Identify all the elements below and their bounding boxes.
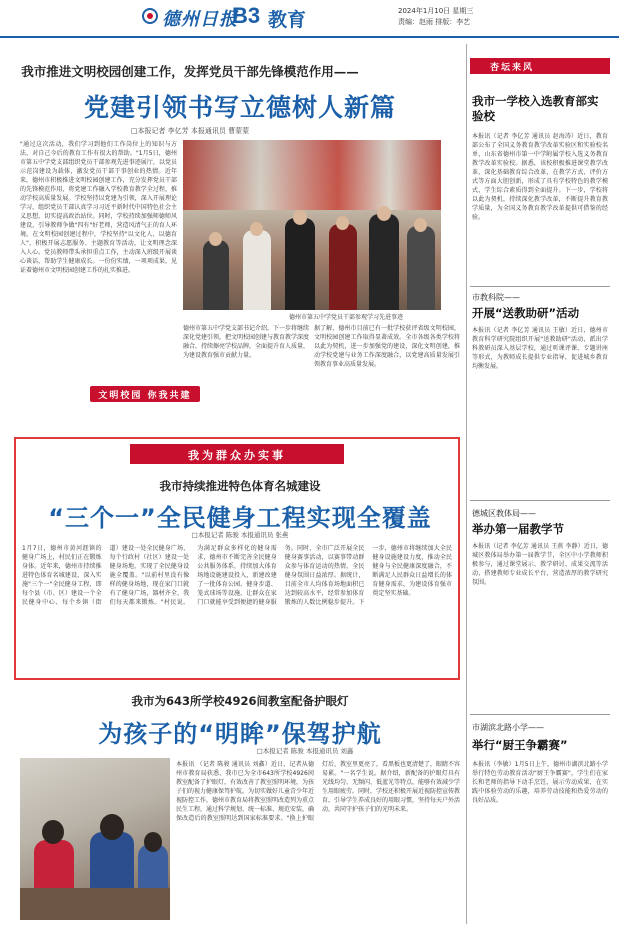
sidebar-tag — [470, 58, 610, 74]
sidebar-rule — [470, 714, 610, 715]
sidebar-body-4: 本报讯（李敏）1月5日上午，德州市湖滨北路小学举行特色劳动教育活动"厨王争霸赛"，学生们在家长和老师的指导下动手烹饪，展示劳动成果，在实践中体验劳动的乐趣，培养劳动技能和热爱劳动的良好品质。 — [472, 761, 608, 804]
sidebar-kicker-2: 市教科院—— — [472, 293, 520, 302]
sidebar-body-3: 本报讯（记者 李亿芳 通讯员 王燕 李静）近日，德城区教体局举办第一届教学节，全区中小学教师积极参与，通过课堂展示、教学研讨、成果交流等活动，搭建教师专业成长平台，营造浓厚的教学研究氛围。 — [472, 543, 608, 586]
third-kicker: 我市为643所学校4926间教室配备护眼灯 — [131, 694, 349, 708]
feature-byline: □本报记者 陈骏 本报通讯员 张燕 — [191, 531, 289, 539]
column-divider — [466, 44, 467, 924]
lead-body-column-2: 德州市第五中学党支部书记介绍，下一步将继续深化党建引领，把文明校园创建与教育教学深度融合，持续擦亮学校品牌，全面提升育人质量，为建设教育强市贡献力量。 — [183, 325, 309, 359]
sidebar-body-1: 本报讯（记者 李亿芳 通讯员 赵海涛）近日，教育部公布了全国义务教育教学改革实验区和实验校名单，山东省德州市第一中学附属学校入选义务教育教学改革实验校。据悉，该校积极推进课堂教学改革，深化基础教育综合改革，在教学方式、评价方式等方面大胆创新，形成了具有学校特色的教学模式，学生综合素质得到全面提升。下一步，学校将以此为契机，持续深化教学改革，不断提升教育教学质量，为全国义务教育教学改革提供可借鉴的经验。 — [472, 133, 608, 221]
classroom-photo — [20, 758, 170, 920]
sidebar-body-2: 本报讯（记者 李亿芳 通讯员 王敏）近日，德州市教育科学研究院组织开展"送教助研"活动，派出学科教研员深入基层学校，通过听课评课、专题讲座等形式，为教师成长提供专业指导，促进城乡教育均衡发展。 — [472, 327, 608, 370]
civil-campus-banner — [90, 386, 200, 402]
sidebar-headline-1: 我市一学校入选教育部实验校 — [472, 94, 599, 123]
third-body: 本报讯 （记者 陈骏 通讯员 刘鑫）近日，记者从德州市教育局获悉，我市已为全市643所学校4926间教室配备了护眼灯，有效改善了教室照明环境，为孩子们的视力健康保驾护航。为切实做好儿童青少年近视防控工作，德州市教育局将教室照明改造列为重点民生工程，通过科学规划、统一标准、规范安装，确保改造后的教室照明达到国家标准要求。"换上护眼灯后，教室里更亮了，看黑板也更清楚了，眼睛不容易累。"一名学生说。据介绍，新配备的护眼灯具有光线均匀、无频闪、低蓝光等特点，能够有效减少学生用眼疲劳。同时，学校还积极开展近视防控宣传教育，引导学生养成良好的用眼习惯，坚持每天户外活动，共同守护孩子们的光明未来。 — [176, 761, 460, 822]
feature-headline: “三个一”全民健身工程实现全覆盖 — [48, 504, 432, 532]
page-number: B3 — [232, 3, 261, 28]
sidebar-tag-text: 杏坛来风 — [490, 63, 535, 73]
third-headline: 为孩子的“明眸”保驾护航 — [98, 720, 382, 748]
section-title: 教育 — [268, 9, 307, 31]
feature-kicker: 我市持续推进特色体育名城建设 — [159, 479, 321, 493]
lead-byline: □本报记者 李亿芳 本报通讯员 曹蒙蒙 — [130, 127, 250, 135]
third-byline: □本报记者 陈骏 本报通讯员 刘鑫 — [256, 747, 354, 755]
feature-body: 1月7日，德州市黄河涯镇的健身广场上，村民们正在锻炼身体。近年来，德州市持续推进特色体育名城建设，深入实施"三个一"全民健身工程，即每个县（市、区）建设一个全民健身中心、每个乡镇（街道）建设一处全民健身广场、每个行政村（社区）建设一处健身场地，实现了全民健身设施全覆盖。"以前村里没有像样的健身场地，现在家门口就有了健身广场，器材齐全，我们每天都来锻炼。"村民说。为满足群众多样化的健身需求，德州市不断完善全民健身公共服务体系，持续加大体育场地设施建设投入，新建改建了一批体育公园、健身步道、笼式球场等设施，让群众在家门口就能享受到便捷的健身服务。同时，全市广泛开展全民健身赛事活动，以赛事带动群众参与体育运动的热情，全民健身氛围日益浓厚。据统计，目前全市人均体育场地面积已达到较高水平，经常参加体育锻炼的人数比例稳步提升。下一步，德州市将继续加大全民健身设施建设力度，推动全民健身与全民健康深度融合，不断满足人民群众日益增长的体育健身需求，为建设体育强市奠定坚实基础。 — [22, 545, 452, 606]
editor-credits: 责编：赵雨 排版：李艺 — [398, 18, 471, 26]
sidebar-headline-3: 举办第一届教学节 — [472, 522, 564, 536]
sidebar-kicker-3: 德城区教体局—— — [472, 509, 536, 518]
lead-body-column-1: "通过这次活动，我们学习到他们工作岗位上的知识与方法，对自己今后的教育工作有很大的帮助。"1月5日，德州市第五中学党支部组织党员干部参观先进事迹展厅，以党员示范岗建设为载体，激发党员干部干事创业的热情。近年来，德州市积极推进文明校园创建工作，充分发挥党员干部的先锋模范作用，将党建工作融入学校教育教学全过程，推动学校高质量发展。学校坚持以党建为引领，深入开展理论学习，组织党员干部认真学习习近平新时代中国特色社会主义思想，切实提高政治站位。同时，学校持续加强师德师风建设，引导教师争做"四有"好老师，营造风清气正的育人环境。在文明校园创建过程中，学校坚持"以文化人、以德育人"，积极开展志愿服务、主题教育等活动，让文明理念深入人心。党员教师带头承担重点工作，主动深入班级开展谈心谈话，帮助学生健康成长。一份份实绩，一项项成果，见证着德州市文明校园创建工作的扎实推进。 — [20, 141, 177, 274]
lead-photo-caption: 德州市第五中学党员干部参观学习先进事迹 — [288, 314, 403, 321]
feature-banner — [130, 444, 344, 464]
sidebar-rule — [470, 286, 610, 287]
feature-banner-text: 我为群众办实事 — [188, 449, 286, 462]
lead-body-column-3: 据了解，德州市目前已有一批学校获评省级文明校园，文明校园创建工作取得显著成效。全市各级各类学校将以此为契机，进一步加强党的建设，深化文明创建，推动学校党建与业务工作深度融合，以党建高质量发展引领教育事业高质量发展。 — [314, 325, 460, 368]
issue-date: 2024年1月10日 星期三 — [398, 7, 474, 15]
lead-kicker: 我市推进文明校园创建工作，发挥党员干部先锋模范作用—— — [21, 64, 359, 79]
newspaper-logo: 德州日报 — [162, 9, 238, 30]
sidebar-headline-2: 开展“送教助研”活动 — [472, 306, 580, 320]
lead-photo — [183, 140, 441, 310]
sidebar-headline-4: 举行“厨王争霸赛” — [472, 738, 568, 752]
lead-headline: 党建引领书写立德树人新篇 — [83, 93, 396, 122]
sidebar-kicker-4: 市湖滨北路小学—— — [472, 723, 544, 732]
masthead-rule — [0, 36, 619, 38]
civil-campus-banner-text: 文明校园 你我共建 — [98, 391, 192, 401]
sidebar-rule — [470, 500, 610, 501]
newspaper-logo-icon — [142, 8, 158, 24]
